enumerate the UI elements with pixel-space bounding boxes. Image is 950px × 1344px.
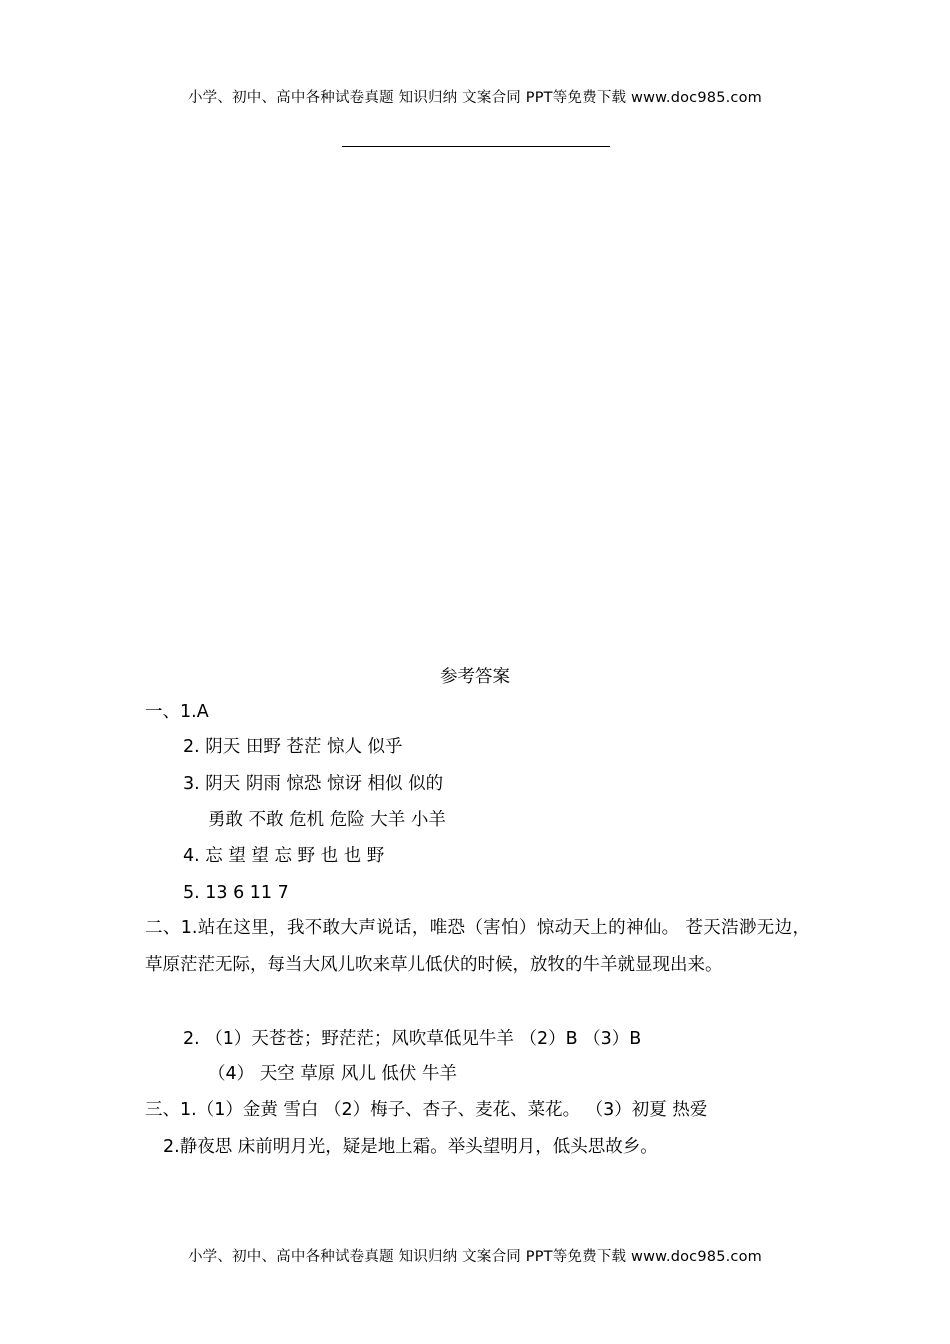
answer-paragraph-2-1: 二、1.站在这里，我不敢大声说话，唯恐（害怕）惊动天上的神仙。 苍天浩渺无边，草原茫茫无际，每当大风儿吹来草儿低伏的时候，放牧的牛羊就显现出来。 xyxy=(145,918,810,975)
answer-line-2-2: 2. （1）天苍苍；野茫茫；风吹草低见牛羊 （2）B （3）B xyxy=(183,1029,642,1049)
answer-title: 参考答案 xyxy=(440,667,510,687)
answer-line-1-4: 勇敢 不敢 危机 危险 大羊 小羊 xyxy=(208,810,446,830)
answer-line-1-6: 5. 13 6 11 7 xyxy=(183,883,289,903)
answer-line-3-2: 2.静夜思 床前明月光，疑是地上霜。举头望明月，低头思故乡。 xyxy=(163,1137,658,1157)
answer-line-1-3: 3. 阴天 阴雨 惊恐 惊讶 相似 似的 xyxy=(183,774,444,794)
answer-line-3-1: 三、1.（1）金黄 雪白 （2）梅子、杏子、麦花、菜花。 （3）初夏 热爱 xyxy=(145,1100,708,1120)
answer-line-1-5: 4. 忘 望 望 忘 野 也 也 野 xyxy=(183,846,385,866)
header-text: 小学、初中、高中各种试卷真题 知识归纳 文案合同 PPT等免费下载 www.doc985.com xyxy=(187,90,763,106)
answer-line-2-3: （4） 天空 草原 风儿 低伏 牛羊 xyxy=(208,1064,457,1084)
header-divider xyxy=(342,146,610,147)
answer-line-1-1: 一、1.A xyxy=(145,702,209,722)
answer-line-1-2: 2. 阴天 田野 苍茫 惊人 似乎 xyxy=(183,737,403,757)
footer-text: 小学、初中、高中各种试卷真题 知识归纳 文案合同 PPT等免费下载 www.doc985.com xyxy=(187,1249,763,1265)
